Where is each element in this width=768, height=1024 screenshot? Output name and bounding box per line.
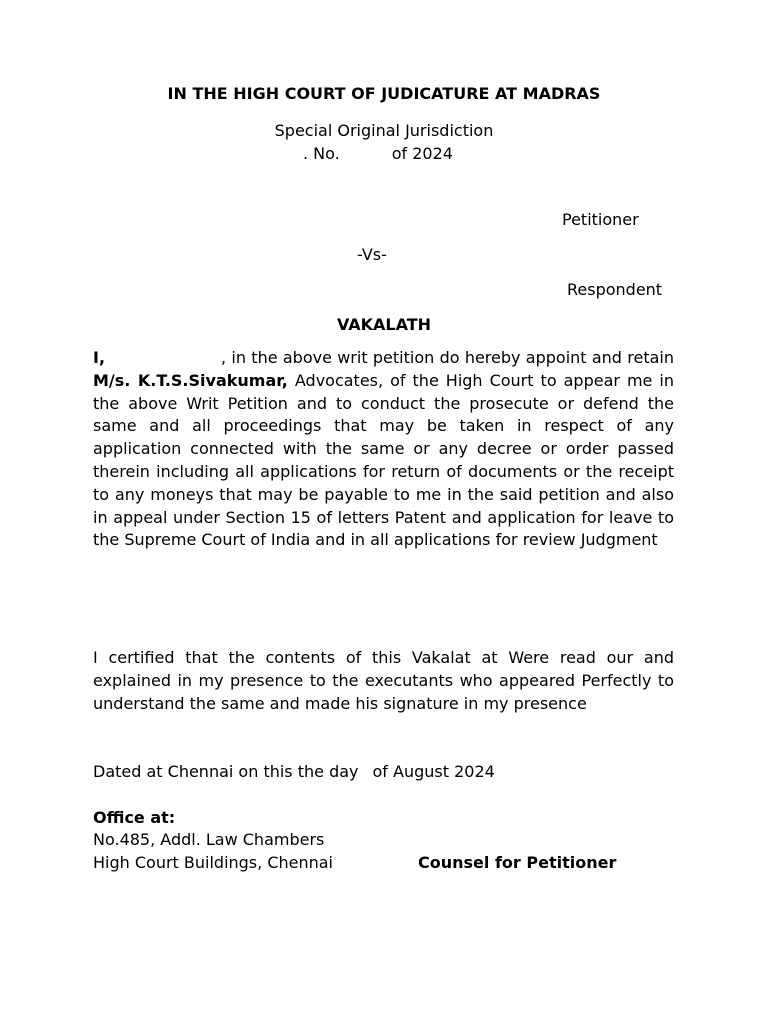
- certification-paragraph: I certified that the contents of this Vakalat at Were read our and explained in my presence to the executants who appeared Perfectly to understand the same and made his signature in my presence: [93, 648, 674, 713]
- document-title: VAKALATH: [336, 315, 432, 334]
- case-number-line: [303, 143, 453, 165]
- jurisdiction-line: Special Original Jurisdiction: [274, 121, 494, 140]
- dated-line: [93, 761, 495, 783]
- appointment-text-a: , in the above writ petition do hereby appoint and retain: [221, 348, 674, 367]
- petitioner-label: Petitioner: [562, 210, 639, 229]
- office-address-line1: No.485, Addl. Law Chambers: [93, 830, 325, 849]
- office-label: Office at:: [93, 808, 176, 827]
- dated-suffix: of August 2024: [372, 762, 495, 781]
- case-number-suffix: of 2024: [391, 144, 453, 163]
- case-number-prefix: . No.: [303, 144, 340, 163]
- i-label: I,: [93, 348, 106, 367]
- versus-label: -Vs-: [357, 245, 387, 264]
- office-address-line2: High Court Buildings, Chennai: [93, 853, 333, 872]
- appointment-paragraph: [93, 347, 674, 552]
- counsel-label: Counsel for Petitioner: [418, 853, 617, 872]
- firm-name: M/s. K.T.S.Sivakumar,: [93, 370, 288, 390]
- court-heading: IN THE HIGH COURT OF JUDICATURE AT MADRAS: [167, 84, 601, 103]
- dated-prefix: Dated at Chennai on this the day: [93, 762, 359, 781]
- appointment-text-b: Advocates, of the High Court to appear me in the above Writ Petition and to conduct the prosecute or defend the same and all proceedings that may be taken in respect of any application connected with the same or any decree or order passed therein including all applications for return of documents or the receipt to any moneys that may be payable to me in the said petition and also in appeal under Section 15 of letters Patent and application for leave to the Supreme Court of India and in all applications for review Judgment: [93, 370, 674, 550]
- respondent-label: Respondent: [567, 280, 663, 299]
